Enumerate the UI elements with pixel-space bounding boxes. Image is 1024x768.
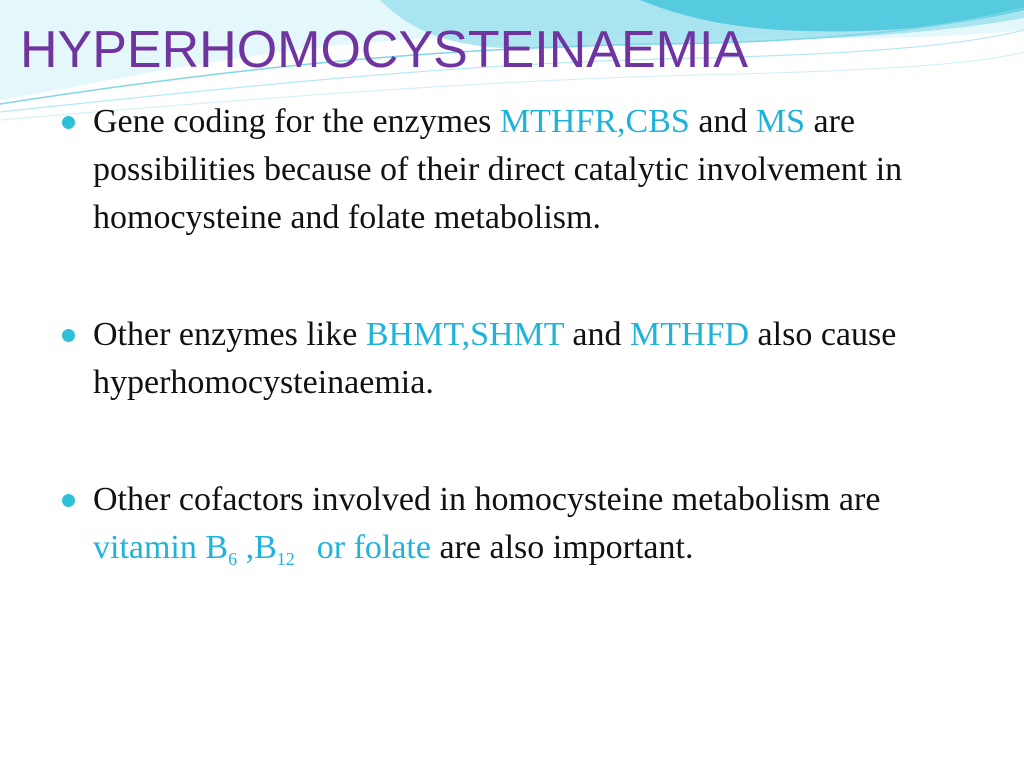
highlighted-term: or folate	[316, 529, 431, 566]
body-text: and	[563, 316, 631, 353]
highlighted-term: MS	[755, 103, 806, 140]
bullet-list	[62, 98, 982, 572]
highlighted-term: ,B	[237, 529, 277, 566]
body-text: and	[689, 103, 756, 140]
bullet-item	[62, 311, 982, 407]
body-text: Gene coding for the enzymes	[93, 103, 500, 140]
slide-title: HYPERHOMOCYSTEINAEMIA	[20, 21, 749, 79]
highlighted-term: MTHFD	[630, 316, 750, 353]
body-text: are also important.	[430, 529, 694, 566]
body-text: Other cofactors involved in homocysteine metabolism are	[93, 481, 881, 518]
body-text: Other enzymes like	[93, 316, 366, 353]
highlighted-term: BHMT,SHMT	[365, 316, 564, 353]
bullet-item	[62, 98, 982, 242]
subscript-text: 12	[276, 549, 295, 569]
slide-body	[62, 98, 982, 572]
highlighted-term: vitamin B	[93, 529, 229, 566]
subscript-text: 6	[228, 549, 238, 569]
body-text: also cause hyperhomocysteinaemia.	[93, 316, 897, 401]
bullet-dot-icon	[62, 116, 75, 129]
bullet-dot-icon	[62, 494, 75, 507]
body-text: are possibilities because of their direct catalytic involvement in homocysteine and folate metabolism.	[93, 103, 903, 236]
highlighted-term: MTHFR,CBS	[499, 103, 690, 140]
bullet-item	[62, 476, 982, 572]
bullet-dot-icon	[62, 329, 75, 342]
